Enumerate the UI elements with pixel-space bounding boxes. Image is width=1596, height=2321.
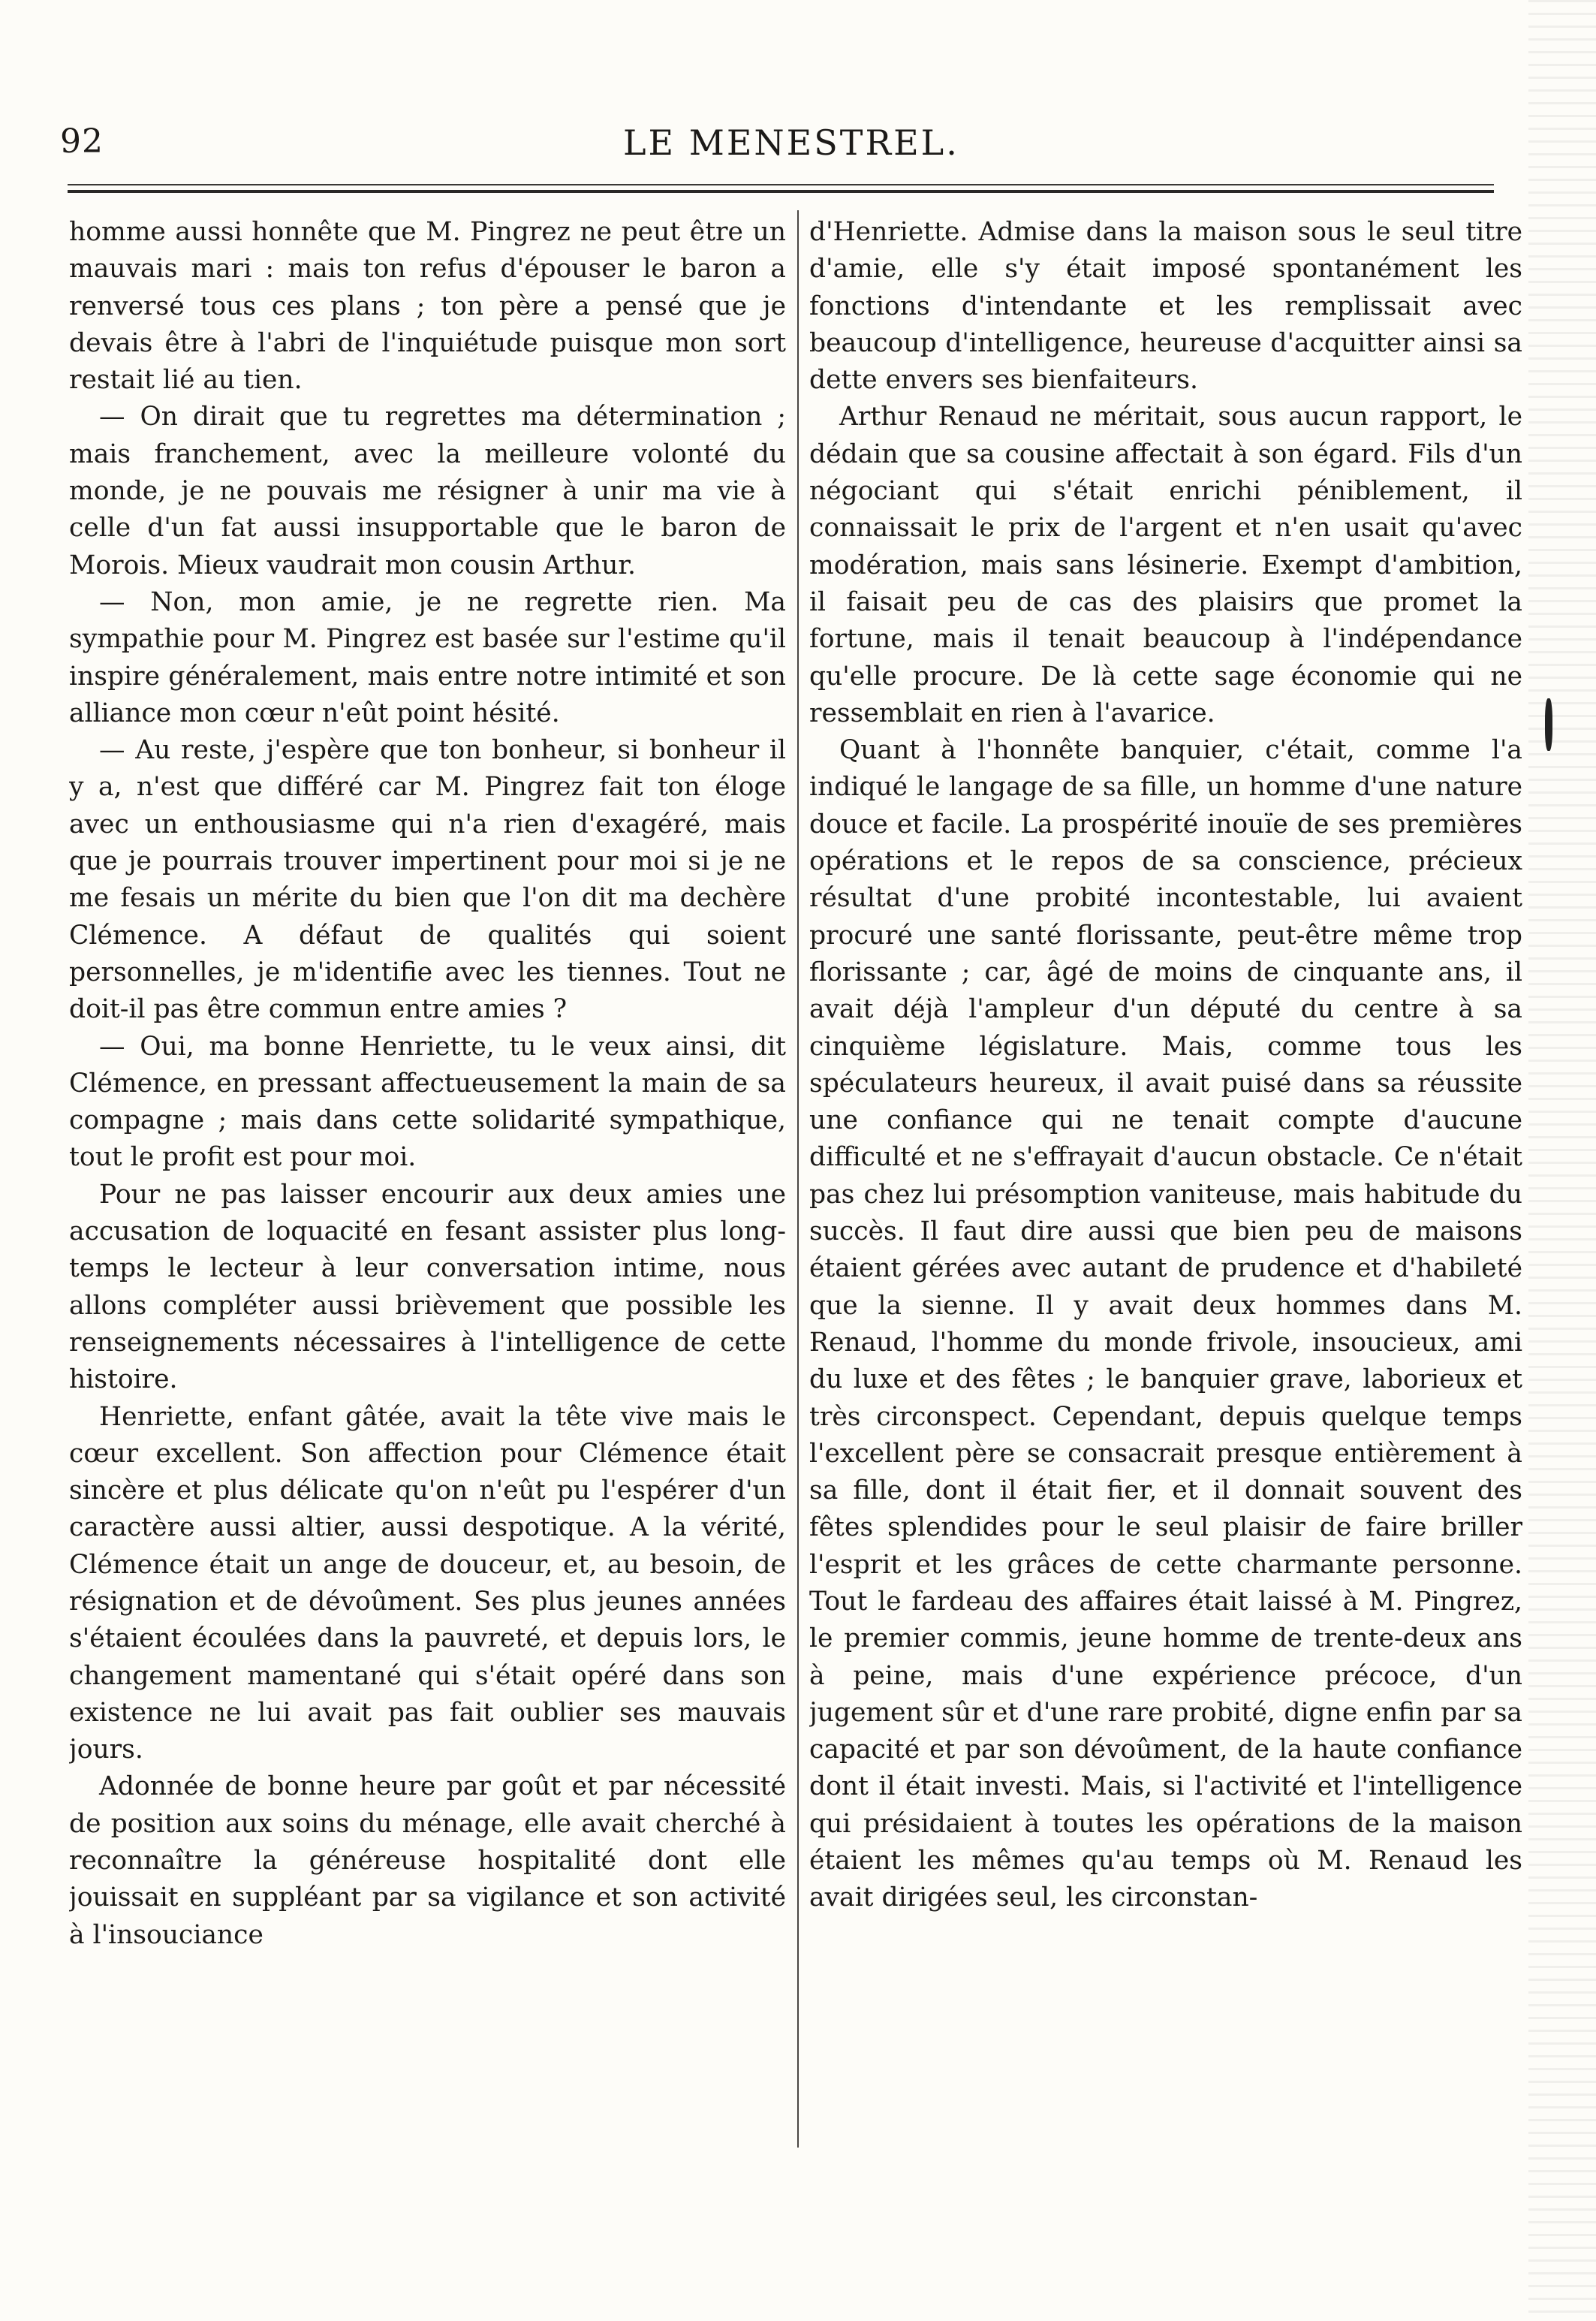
header-rule-thick <box>68 190 1494 193</box>
left-paragraph-7: Henriette, enfant gâtée, avait la tête vive mais le cœur excellent. Son affection pour Clémence était sincère et plus délicate qu'on n'eût pu l'espérer d'un caractère aussi altier, aussi despotique. A la vérité, Clémence était un ange de douceur, et, au besoin, de résignation et de dévoûment. Ses plus jeunes années s'étaient écoulées dans la pauvreté, et depuis lors, le changement mamentané qui s'était opéré dans son existence ne lui avait pas fait oublier ses mauvais jours. <box>69 1401 786 1765</box>
header-rule-thin <box>68 184 1494 185</box>
page-edge-speckle <box>1528 0 1596 2321</box>
left-paragraph-1: homme aussi honnête que M. Pingrez ne peut être un mauvais mari : mais ton refus d'épouser le baron a renversé tous ces plans ; ton père a pensé que je devais être à l'abri de l'inquiétude puisque mon sort restait lié au tien. <box>69 217 786 396</box>
left-paragraph-4: — Au reste, j'espère que ton bonheur, si bonheur il y a, n'est que différé car M. Pingrez fait ton éloge avec un enthousiasme qui n'a rien d'exagéré, mais que je pourrais trouver impertinent pour moi si je ne me fesais un mérite du bien que l'on dit ma dechère Clémence. A défaut de qualités qui soient personnelles, je m'identifie avec les tiennes. Tout ne doit-il pas être commun entre amies ? <box>69 735 786 1025</box>
right-paragraph-2: Arthur Renaud ne méritait, sous aucun rapport, le dédain que sa cousine affectait à son égard. Fils d'un négociant qui s'était enrichi péniblement, il connaissait le prix de l'argent et n'en usait qu'avec modération, mais sans lésinerie. Exempt d'ambition, il faisait peu de cas des plaisirs que promet la fortune, mais il tenait beaucoup à l'indépendance qu'elle procure. De là cette sage économie qui ne ressemblait en rien à l'avarice. <box>809 402 1522 728</box>
left-paragraph-3: — Non, mon amie, je ne regrette rien. Ma sympathie pour M. Pingrez est basée sur l'estime qu'il inspire généralement, mais entre notre intimité et son alliance mon cœur n'eût point hésité. <box>69 586 786 728</box>
left-paragraph-6: Pour ne pas laisser encourir aux deux amies une accusation de loquacité en fesant assister plus long-temps le lecteur à leur conversation intime, nous allons compléter aussi brièvement que possible les renseignements nécessaires à l'intelligence de cette histoire. <box>69 1179 786 1395</box>
page-number: 92 <box>60 122 104 161</box>
margin-ink-mark <box>1545 698 1552 751</box>
right-column <box>809 214 1522 2159</box>
left-paragraph-2: — On dirait que tu regrettes ma détermination ; mais franchement, avec la meilleure volonté du monde, je ne pouvais me résigner à unir ma vie à celle d'un fat aussi insupportable que le baron de Morois. Mieux vaudrait mon cousin Arthur. <box>69 402 786 580</box>
left-paragraph-8: Adonnée de bonne heure par goût et par nécessité de position aux soins du ménage, elle avait cherché à reconnaître la généreuse hospitalité dont elle jouissait en suppléant par sa vigilance et son activité à l'insouciance <box>69 1771 786 1950</box>
left-column <box>69 214 786 2159</box>
left-paragraph-5: — Oui, ma bonne Henriette, tu le veux ainsi, dit Clémence, en pressant affectueusement la main de sa compagne ; mais dans cette solidarité sympathique, tout le profit est pour moi. <box>69 1031 786 1173</box>
right-paragraph-1: d'Henriette. Admise dans la maison sous le seul titre d'amie, elle s'y était imposé spontanément les fonctions d'intendante et les remplissait avec beaucoup d'intelligence, heureuse d'acquitter ainsi sa dette envers ses bienfaiteurs. <box>809 217 1522 396</box>
running-title: LE MENESTREL. <box>623 122 959 163</box>
column-divider <box>797 210 799 2148</box>
right-paragraph-3: Quant à l'honnête banquier, c'était, comme l'a indiqué le langage de sa fille, un homme d'une nature douce et facile. La prospérité inouïe de ses premières opérations et le repos de sa conscience, précieux résultat d'une probité incontestable, lui avaient procuré une santé florissante, peut-être même trop florissante ; car, âgé de moins de cinquante ans, il avait déjà l'ampleur d'un député du centre à sa cinquième législature. Mais, comme tous les spéculateurs heureux, il avait puisé dans sa réussite une confiance qui ne tenait compte d'aucune difficulté et ne s'effrayait d'aucun obstacle. Ce n'était pas chez lui présomption vaniteuse, mais habitude du succès. Il faut dire aussi que bien peu de maisons étaient gérées avec autant de prudence et d'habileté que la sienne. Il y avait deux hommes dans M. Renaud, l'homme du monde frivole, insoucieux, ami du luxe et des fêtes ; le banquier grave, laborieux et très circonspect. Cependant, depuis quelque temps l'excellent père se consacrait presque entièrement à sa fille, dont il était fier, et il donnait souvent des fêtes splendides pour le seul plaisir de faire briller l'esprit et les grâces de cette charmante personne. Tout le fardeau des affaires était laissé à M. Pingrez, le premier commis, jeune homme de trente-deux ans à peine, mais d'une expérience précoce, d'un jugement sûr et d'une rare probité, digne enfin par sa capacité et par son dévoûment, de la haute confiance dont il était investi. Mais, si l'activité et l'intelligence qui présidaient à toutes les opérations de la maison étaient les mêmes qu'au temps où M. Renaud les avait dirigées seul, les circonstan- <box>809 735 1522 1913</box>
page-header <box>45 116 1516 169</box>
